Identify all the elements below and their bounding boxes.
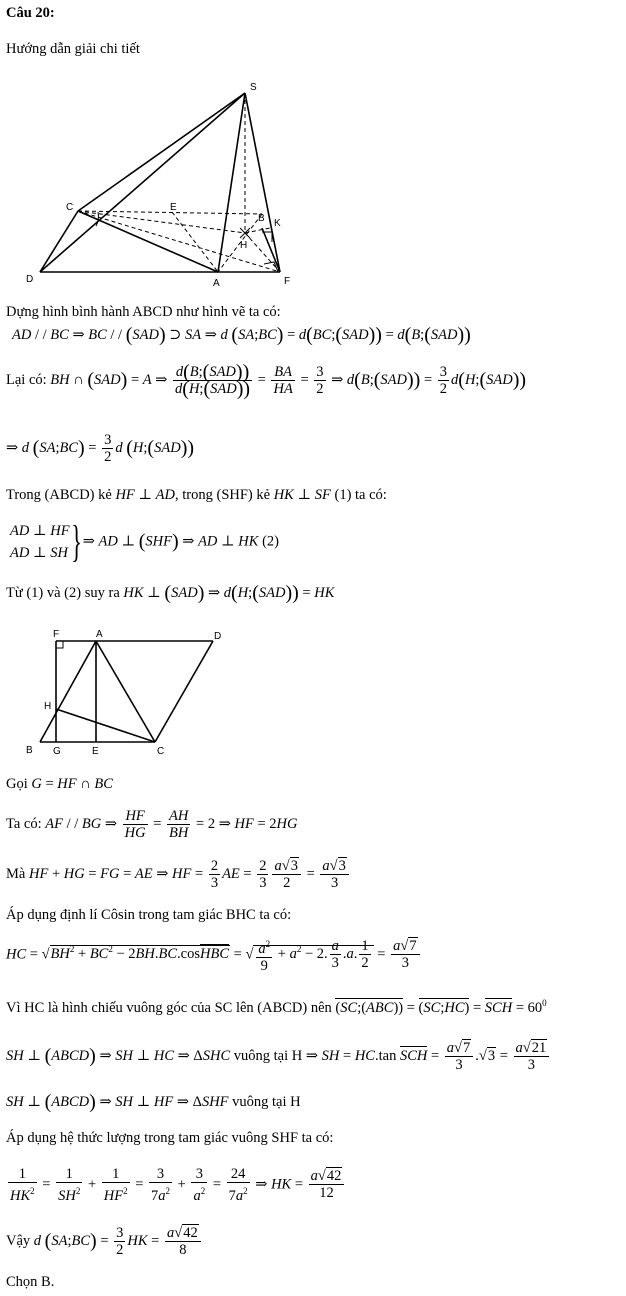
answer-choice: Chọn B. <box>6 1274 55 1290</box>
label2-F: F <box>53 629 60 640</box>
line-construct: Dựng hình bình hành ABCD như hình vẽ ta có: <box>6 304 281 320</box>
pyramid-figure <box>26 78 300 290</box>
label-E: E <box>170 202 177 213</box>
label-F: F <box>284 276 291 287</box>
label-C: C <box>66 202 74 213</box>
label-A: A <box>213 278 220 289</box>
eq-system: AD ⊥ HF AD ⊥ SH }⇒ AD ⊥ (SHF) ⇒ AD ⊥ HK (2) <box>10 517 279 566</box>
eq-HF-value: Mà HF + HG = FG = AE ⇒ HF = $\frac{2}{3}$ AE = $\frac{2}{3}$ $\frac{a√3}{2}$ = $\frac{a√3}{3}$ <box>6 858 351 891</box>
eq-HK-conclusion: Từ (1) và (2) suy ra HK ⊥ (SAD) ⇒ d(H;(SAD)) = HK <box>6 582 335 604</box>
label2-A: A <box>96 629 103 640</box>
line-construct-perp: Trong (ABCD) kẻ HF ⊥ AD, trong (SHF) kẻ HK ⊥ SF (1) ta có: <box>6 487 387 503</box>
line-metric-relations: Áp dụng hệ thức lượng trong tam giác vuông SHF ta có: <box>6 1130 334 1146</box>
eq-angle-SCH: Vì HC là hình chiếu vuông góc của SC lên (ABCD) nên (SC;(ABC)) = (SC;HC) = SCH = $60^0$ <box>6 998 547 1016</box>
label2-E: E <box>92 746 99 757</box>
eq-SH: SH ⊥ (ABCD) ⇒ SH ⊥ HC ⇒ ΔSHC vuông tại H ⇒ SH = HC.tan SCH = $\frac{a√7}{3}$ .√3 = $\frac{a√21}{3}$ <box>6 1040 551 1073</box>
eq-HK: $\frac{1}{HK^2}$ = $\frac{1}{SH^2}$ + $\frac{1}{HF^2}$ = $\frac{3}{7a^2}$ + $\frac{3}{a^2}$ = $\frac{24}{7a^2}$ ⇒ HK = $\frac{a√42}{12}$ <box>6 1166 346 1204</box>
line-cosine-law: Áp dụng định lí Côsin trong tam giác BHC ta có: <box>6 907 292 923</box>
eq-distance-SA-BC: ⇒ d (SA;BC) = $\frac{3}{2}$ d (H;(SAD)) <box>6 432 195 465</box>
label2-C: C <box>157 746 165 757</box>
label-B: B <box>258 213 265 224</box>
eq-HF-HG: Ta có: AF / / BG ⇒ $\frac{HF}{HG}$ = $\frac{AH}{BH}$ = 2 ⇒ HF = 2HG <box>6 808 298 841</box>
label-K: K <box>274 218 281 229</box>
label2-B: B <box>26 745 33 756</box>
label-H: H <box>240 240 248 251</box>
eq-parallel: AD / / BC ⇒ BC / / (SAD) ⊃ SA ⇒ d (SA;BC) = d(BC;(SAD)) = d(B;(SAD)) <box>12 324 471 346</box>
label2-H: H <box>44 701 52 712</box>
eq-define-G: Gọi G = HF ∩ BC <box>6 776 113 792</box>
eq-final: Vậy d (SA;BC) = $\frac{3}{2}$ HK = $\frac{a√42}{8}$ <box>6 1225 203 1258</box>
solution-heading: Hướng dẫn giải chi tiết <box>6 41 140 57</box>
label-S: S <box>250 82 257 93</box>
eq-HC: HC = $√BH^2 + BC^2$ − 2BH.BC.cosHBC = √ $\frac{a^2}{9}$ + $a^2 - 2$. $\frac{a}{3}$ .a. $\frac{1}{2}$ = $\frac{a√7}{3}$ <box>6 936 422 974</box>
eq-SH-HF: SH ⊥ (ABCD) ⇒ SH ⊥ HF ⇒ ΔSHF vuông tại H <box>6 1091 301 1113</box>
label2-D: D <box>214 631 222 642</box>
question-title: Câu 20: <box>6 5 55 21</box>
base-figure <box>20 624 240 760</box>
eq-ratio: Lại có: BH ∩ (SAD) = A ⇒ $\frac{\text{d(B;(SAD))}}{\text{d(H;(SAD))}}$ = $\frac{BA}{HA}$ = $\frac{3}{2}$ ⇒ d(B;(SAD)) = $\frac{3}{2}$ d(H;(SAD)) <box>6 361 527 400</box>
label-D: D <box>26 274 34 285</box>
label2-G: G <box>53 746 61 757</box>
